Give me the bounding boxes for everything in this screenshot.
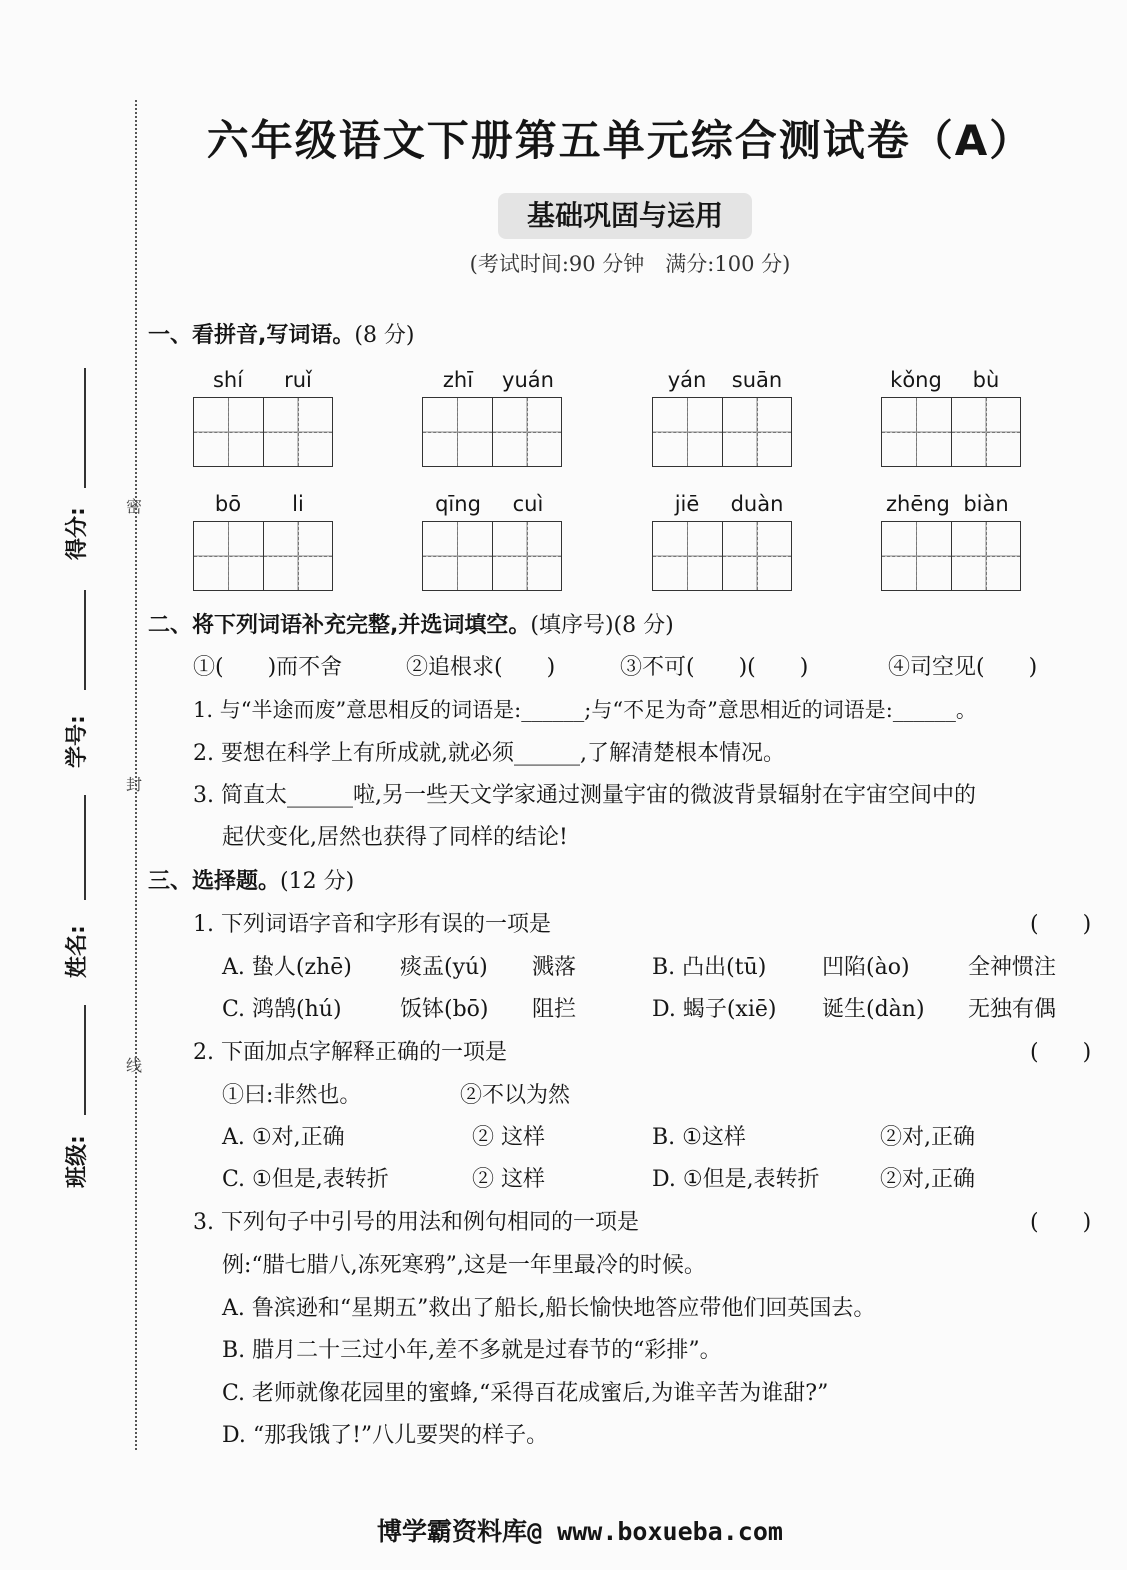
pinyin: biàn [963,492,1009,516]
answer-blank-2[interactable]: ( ) [1030,1040,1092,1065]
pinyin: yuán [502,368,554,392]
pinyin: zhī [442,368,474,392]
q1-option-b-1: B. 凸出(tū) [652,955,767,980]
section3-score: (12 分) [280,869,355,894]
score-field-ext[interactable] [84,590,86,690]
pinyin: jiē [674,492,700,516]
section1-title: 一、看拼音,写词语。 [148,323,355,348]
subtitle-badge: 基础巩固与运用 [498,193,752,239]
pinyin: kǒng [890,368,942,392]
name-label: 姓名: [65,925,90,978]
fill-question-3: 3. 简直太______啦,另一些天文学家通过测量宇宙的微波背景辐射在宇宙空间中的 [193,783,976,808]
q3-option-d: D. “那我饿了!”八儿要哭的样子。 [222,1423,549,1448]
answer-blank-1[interactable]: ( ) [1030,912,1092,937]
section3-heading [148,864,354,895]
q2-option-a-1: A. ①对,正确 [222,1125,345,1150]
q1-option-c-2: 饭钵(bō) [400,997,489,1022]
q3-option-a: A. 鲁滨逊和“星期五”救出了船长,船长愉快地答应带他们回英国去。 [222,1296,876,1321]
page-title: 六年级语文下册第五单元综合测试卷（A） [206,116,1034,165]
q1-option-b-2: 凹陷(ào) [822,955,910,980]
q2-option-a-2: ② 这样 [472,1125,545,1150]
q1-option-a-3: 溅落 [532,955,577,980]
exam-info: (考试时间:90 分钟 满分:100 分) [469,252,791,276]
pinyin: suān [731,368,783,392]
pinyin: duàn [730,492,784,516]
pinyin: qīng [435,492,481,516]
writing-grid[interactable] [652,521,792,591]
writing-grid[interactable] [422,521,562,591]
q3-example: 例:“腊七腊八,冻死寒鸦”,这是一年里最冷的时候。 [222,1253,706,1278]
footer-site-name: 博学霸资料库 [377,1517,528,1546]
footer-watermark [280,1512,880,1548]
option-3: ③不可( )( ) [620,655,809,680]
pinyin: cuì [512,492,544,516]
option-2: ②追根求( ) [406,655,556,680]
option-1: ①( )而不舍 [193,655,343,680]
pinyin: shí [212,368,244,392]
section2-heading [148,608,674,639]
seal-char-feng: 封 [126,775,143,794]
student-id-field[interactable] [84,795,86,900]
student-id-label: 学号: [65,715,90,768]
name-field[interactable] [84,1005,86,1115]
q2-option-c-2: ② 这样 [472,1167,545,1192]
section2-title: 二、将下列词语补充完整,并选词填空。 [148,613,531,638]
q1-option-d-3: 无独有偶 [968,997,1057,1022]
pinyin: li [292,492,304,516]
pinyin: zhēng [886,492,950,516]
mc-question-3: 3. 下列句子中引号的用法和例句相同的一项是 [193,1210,639,1235]
writing-grid[interactable] [193,521,333,591]
section1-heading [148,318,415,349]
seal-char-xian: 线 [126,1056,143,1075]
q2-option-b-1: B. ①这样 [652,1125,746,1150]
fill-question-2: 2. 要想在科学上有所成就,就必须______,了解清楚根本情况。 [193,741,785,766]
q1-option-c-3: 阻拦 [532,997,577,1022]
q2-option-d-1: D. ①但是,表转折 [652,1167,820,1192]
section2-score: (填序号)(8 分) [530,613,674,638]
answer-blank-3[interactable]: ( ) [1030,1210,1092,1235]
writing-grid[interactable] [193,397,333,467]
q1-option-a-1: A. 蛰人(zhē) [222,955,352,980]
q3-option-c: C. 老师就像花园里的蜜蜂,“采得百花成蜜后,为谁辛苦为谁甜?” [222,1381,829,1406]
writing-grid[interactable] [881,521,1021,591]
writing-grid[interactable] [652,397,792,467]
section1-score: (8 分) [354,323,415,348]
mc-question-2: 2. 下面加点字解释正确的一项是 [193,1040,507,1065]
section3-title: 三、选择题。 [148,869,281,894]
writing-grid[interactable] [881,397,1021,467]
score-label: 得分: [65,507,90,560]
q2-option-d-2: ②对,正确 [880,1167,975,1192]
footer-url[interactable]: @ www.boxueba.com [527,1517,783,1546]
seal-char-mi: 密 [126,497,143,516]
q2-example-1: ①曰:非然也。 [222,1083,362,1108]
class-label: 班级: [65,1135,90,1188]
score-field[interactable] [84,368,86,488]
option-4: ④司空见( ) [888,655,1038,680]
q1-option-d-2: 诞生(dàn) [822,997,925,1022]
fill-question-1: 1. 与“半途而废”意思相反的词语是:______;与“不足为奇”意思相近的词语是:______。 [193,698,977,722]
q2-example-2: ②不以为然 [460,1083,571,1108]
pinyin: ruǐ [284,368,312,392]
q2-option-b-2: ②对,正确 [880,1125,975,1150]
q1-option-a-2: 痰盂(yú) [400,955,488,980]
writing-grid[interactable] [422,397,562,467]
mc-question-1: 1. 下列词语字音和字形有误的一项是 [193,912,551,937]
q1-option-d-1: D. 蝎子(xiē) [652,997,777,1022]
q1-option-b-3: 全神惯注 [968,955,1057,980]
fill-question-3-cont: 起伏变化,居然也获得了同样的结论! [222,825,568,850]
q3-option-b: B. 腊月二十三过小年,差不多就是过春节的“彩排”。 [222,1338,722,1363]
pinyin: bō [214,492,242,516]
pinyin: yán [667,368,707,392]
q1-option-c-1: C. 鸿鹄(hú) [222,997,342,1022]
q2-option-c-1: C. ①但是,表转折 [222,1167,389,1192]
pinyin: bù [972,368,1000,392]
